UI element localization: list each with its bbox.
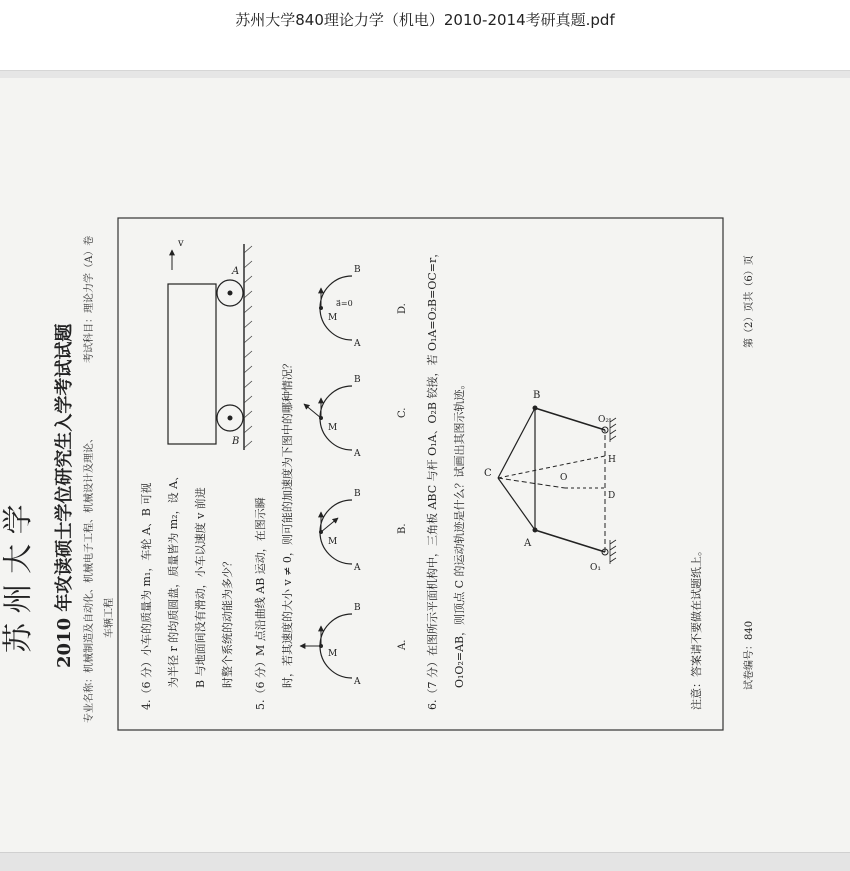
subject-line: 考试科目：理论力学（A）卷 (84, 235, 95, 363)
exam-heading: 2010 年攻读硕士学位研究生入学考试试题 (54, 323, 75, 668)
viewer-title-bar (0, 0, 850, 70)
cart-velocity-label: v (178, 238, 184, 249)
q4-line-3: B 与地面间没有滑动，小车以速度 v 前进 (194, 487, 207, 688)
content-frame (118, 218, 723, 730)
option-d-label: D. (397, 303, 408, 314)
option-d-m: M (328, 313, 338, 323)
scanned-exam-page (0, 78, 850, 852)
cart-figure (168, 238, 252, 450)
option-a-figure (300, 603, 408, 687)
option-c-label: C. (397, 407, 408, 418)
note-text: 注意：答案请不要做在试题纸上。 (690, 545, 703, 710)
mech-d-label: D (608, 491, 616, 501)
mech-o1-label: O₁ (590, 563, 601, 573)
major-line-2: 车辆工程 (104, 598, 115, 638)
option-d-a-zero: a⃗=0 (336, 299, 353, 308)
document-title: 苏州大学840理论力学（机电）2010-2014考研真题.pdf (235, 11, 615, 29)
option-a-m: M (328, 649, 338, 659)
q4-line-4: 时整个系统的动能为多少？ (221, 556, 234, 688)
mech-a-label: A (524, 538, 532, 549)
page-number: 第（2）页共（6）页 (744, 255, 755, 348)
option-b-label: B. (397, 523, 408, 534)
q4-line-2: 为半径 r 的均质圆盘，质量皆为 m₂，设 A、 (167, 469, 180, 688)
exam-code: 试卷编号：840 (744, 620, 755, 690)
option-d-b: B (354, 265, 361, 275)
q5-line-1: 5.（6 分）M 点沿曲线 AB 运动，在图示瞬 (254, 497, 267, 710)
option-c-b: B (354, 375, 361, 385)
mech-o-label: O (560, 473, 568, 483)
option-b-a: A (354, 563, 361, 573)
q6-line-2: O₁O₂=AB，则顶点 C 的运动轨迹是什么？试画出其图示轨迹。 (453, 378, 466, 688)
university-name: 苏 州 大 学 (1, 504, 36, 653)
mech-c-label: C (484, 468, 492, 479)
wheel-b-label: B (232, 436, 240, 447)
option-c-a: A (354, 449, 361, 459)
option-b-figure (319, 489, 408, 573)
mechanism-figure (484, 390, 616, 573)
option-a-b: B (354, 603, 361, 613)
q6-line-1: 6.（7 分）在图所示平面机构中，三角板 ABC 与杆 O₁A、O₂B 铰接，若 O₁A=O₂B=OC=r， (426, 246, 439, 710)
option-d-a: A (354, 339, 361, 349)
major-line: 专业名称：机械制造及自动化、机械电子工程、机械设计及理论、 (84, 433, 95, 723)
option-c-figure (304, 375, 408, 459)
mech-b-label: B (533, 390, 541, 401)
option-b-b: B (354, 489, 361, 499)
option-c-m: M (328, 423, 338, 433)
option-a-a: A (354, 677, 361, 687)
pdf-page (0, 78, 850, 852)
q4-line-1: 4.（6 分）小车的质量为 m₁，车轮 A、B 可视 (140, 482, 153, 710)
q5-line-2: 时，若其速度的大小 v ≠ 0，则可能的加速度为下图中的哪种情况？ (281, 358, 294, 688)
wheel-a-label: A (232, 266, 240, 277)
option-a-label: A. (397, 639, 408, 650)
mech-h-label: H (608, 455, 616, 465)
mech-o2-label: O₂ (598, 415, 609, 425)
option-b-m: M (328, 537, 338, 547)
page-separator-bottom (0, 852, 850, 871)
option-d-figure (319, 265, 408, 349)
